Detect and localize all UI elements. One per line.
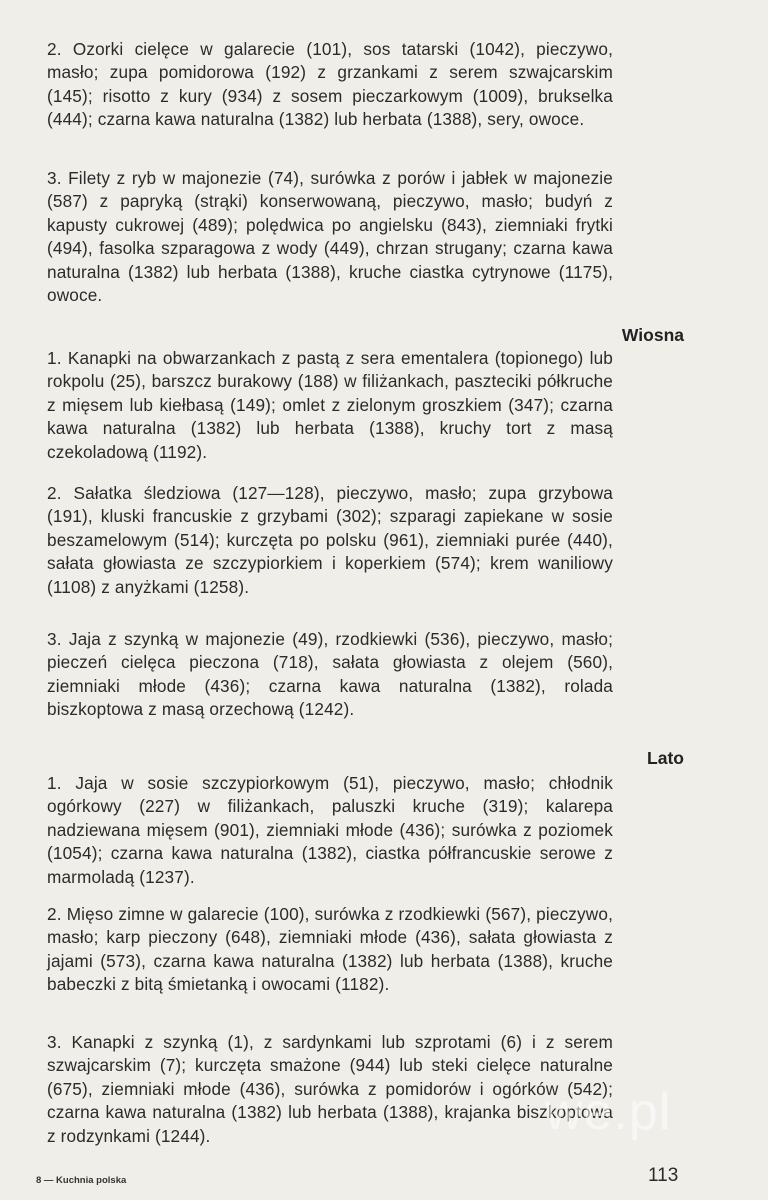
spring-menu-3: 3. Jaja z szynką w majonezie (49), rzodkiewki (536), pieczywo, masło; pieczeń cielęca pieczona (718), sałata głowiasta z olejem (560), ziemniaki młode (436); czarna kawa naturalna (1382), rolada biszkoptowa z masą orzechową (1242). [47, 629, 613, 720]
menu-paragraph-2-top: 2. Ozorki cielęce w galarecie (101), sos tatarski (1042), pieczywo, masło; zupa pomidorowa (192) z grzankami z serem szwajcarskim (145); risotto z kury (934) z sosem pieczarkowym (1009), brukselka (444); czarna kawa naturalna (1382) lub herbata (1388), sery, owoce. [47, 39, 613, 130]
spring-menu-2: 2. Sałatka śledziowa (127—128), pieczywo, masło; zupa grzybowa (191), kluski francuskie z grzybami (302); szparagi zapiekane w sosie beszamelowym (514); kurczęta po polsku (961), ziemniaki purée (440), sałata głowiasta ze szczypiorkiem i koperkiem (574); krem waniliowy (1108) z anyżkami (1258). [47, 483, 613, 597]
footer-signature: 8 — Kuchnia polska [36, 1175, 127, 1186]
watermark: we.pl [545, 1083, 672, 1141]
page-number: 113 [648, 1165, 679, 1186]
summer-menu-2: 2. Mięso zimne w galarecie (100), surówka z rzodkiewki (567), pieczywo, masło; karp pieczony (648), ziemniaki młode (436), sałata głowiasta z jajami (573), czarna kawa naturalna (1382) lub herbata (1388), kruche babeczki z bitą śmietanką i owocami (1182). [47, 904, 613, 995]
summer-menu-3: 3. Kanapki z szynką (1), z sardynkami lub szprotami (6) i z serem szwajcarskim (7); kurczęta smażone (944) lub steki cielęce naturalne (675), ziemniaki młode (436), surówka z pomidorów i ogórków (542); czarna kawa naturalna (1382) lub herbata (1388), krajanka biszkoptowa z rodzynkami (1244). [47, 1032, 613, 1146]
section-heading-summer: Lato [647, 748, 684, 768]
spring-menu-1: 1. Kanapki na obwarzankach z pastą z sera ementalera (topionego) lub rokpolu (25), barszcz burakowy (188) w filiżankach, paszteciki półkruche z mięsem lub kiełbasą (149); omlet z zielonym groszkiem (347); czarna kawa naturalna (1382) lub herbata (1388), kruchy tort z masą czekoladową (1192). [47, 348, 613, 462]
section-heading-spring: Wiosna [621, 325, 684, 345]
summer-menu-1: 1. Jaja w sosie szczypiorkowym (51), pieczywo, masło; chłodnik ogórkowy (227) w filiżankach, paluszki kruche (319); kalarepa nadziewana mięsem (901), ziemniaki młode (436); surówka z poziomek (1054); czarna kawa naturalna (1382), ciastka półfrancuskie serowe z marmoladą (1237). [47, 773, 613, 887]
menu-paragraph-3-top: 3. Filety z ryb w majonezie (74), surówka z porów i jabłek w majonezie (587) z papryką (strąki) konserwowaną, pieczywo, masło; budyń z kapusty cukrowej (489); polędwica po angielsku (843), ziemniaki frytki (494), fasolka szparagowa z wody (449), chrzan strugany; czarna kawa naturalna (1382) lub herbata (1388), kruche ciastka cytrynowe (1175), owoce. [47, 168, 613, 306]
